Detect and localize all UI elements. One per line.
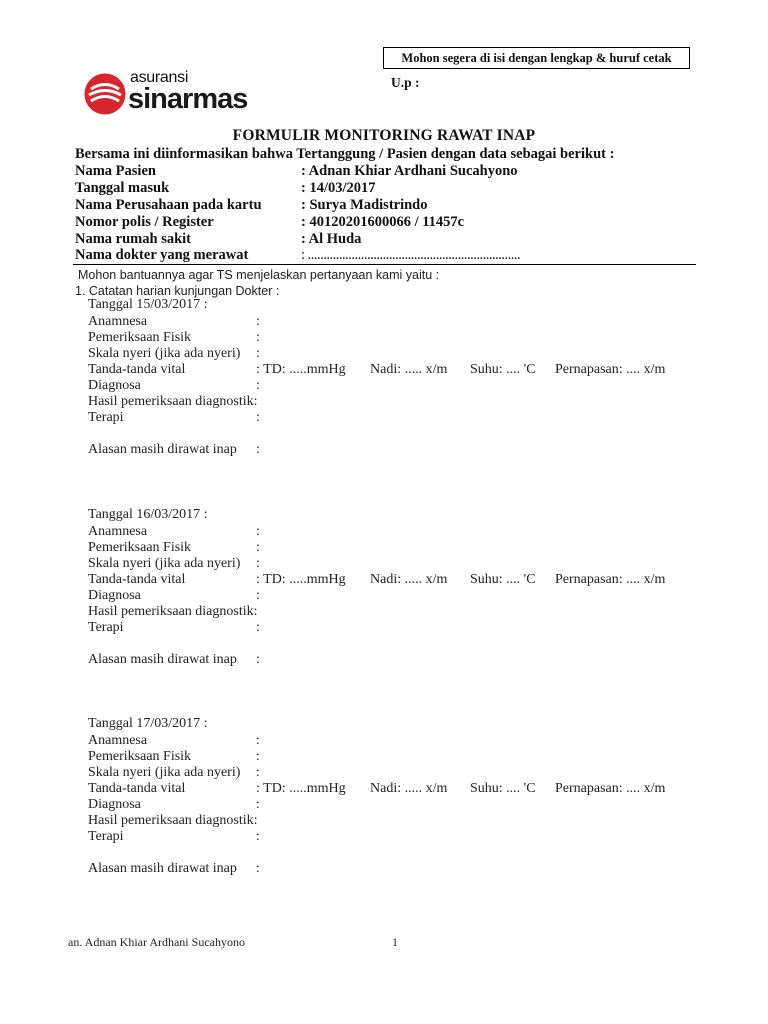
diagnosis-label: Diagnosa: [88, 588, 141, 603]
diagnosis-label: Diagnosa: [88, 378, 141, 393]
reason-inpatient-label: Alasan masih dirawat inap: [88, 442, 237, 457]
field-colon: :: [256, 346, 260, 361]
reason-inpatient-label: Alasan masih dirawat inap: [88, 652, 237, 667]
field-colon: :: [256, 829, 260, 844]
pulse-field: Nadi: ..... x/m: [370, 362, 448, 377]
field-colon: :: [256, 797, 260, 812]
field-colon: :: [256, 442, 260, 457]
field-colon: :: [256, 314, 260, 329]
company-row: [75, 197, 428, 214]
field-value: : ....................................................................: [301, 247, 521, 263]
respiration-field: Pernapasan: .... x/m: [555, 572, 666, 587]
page-number: 1: [392, 935, 398, 949]
form-title: FORMULIR MONITORING RAWAT INAP: [232, 127, 536, 144]
field-value: : Adnan Khiar Ardhani Sucahyono: [301, 163, 518, 179]
visit-date: Tanggal 17/03/2017 :: [88, 716, 208, 731]
pulse-field: Nadi: ..... x/m: [370, 781, 448, 796]
field-colon: :: [256, 765, 260, 780]
field-label: Nama Perusahaan pada kartu: [75, 197, 262, 213]
field-value: : 14/03/2017: [301, 180, 376, 196]
logo-text-small: asuransi: [130, 69, 189, 86]
pulse-field: Nadi: ..... x/m: [370, 572, 448, 587]
visit-date: Tanggal 16/03/2017 :: [88, 507, 208, 522]
anamnesa-label: Anamnesa: [88, 524, 148, 539]
temperature-field: Suhu: .... 'C: [470, 572, 536, 587]
patient-name-row: [75, 163, 518, 180]
blood-pressure-field: : TD: .....mmHg: [256, 362, 346, 377]
field-colon: :: [256, 410, 260, 425]
field-colon: :: [256, 861, 260, 876]
field-colon: :: [256, 588, 260, 603]
diagnostic-results-label: Hasil pemeriksaan diagnostik:: [88, 604, 258, 619]
instruction-notice: Mohon segera di isi dengan lengkap & huruf cetak: [383, 47, 690, 69]
diagnostic-results-label: Hasil pemeriksaan diagnostik:: [88, 813, 258, 828]
blood-pressure-field: : TD: .....mmHg: [256, 572, 346, 587]
visit-date: Tanggal 15/03/2017 :: [88, 297, 208, 312]
field-colon: :: [256, 620, 260, 635]
admission-date-row: [75, 180, 376, 197]
therapy-label: Terapi: [88, 829, 124, 844]
field-label: Nama Pasien: [75, 163, 156, 179]
anamnesa-label: Anamnesa: [88, 733, 148, 748]
diagnostic-results-label: Hasil pemeriksaan diagnostik:: [88, 394, 258, 409]
sinarmas-logo-icon: [83, 72, 127, 116]
policy-row: [75, 214, 465, 231]
temperature-field: Suhu: .... 'C: [470, 362, 536, 377]
temperature-field: Suhu: .... 'C: [470, 781, 536, 796]
pain-scale-label: Skala nyeri (jika ada nyeri): [88, 765, 241, 780]
vital-signs-label: Tanda-tanda vital: [88, 781, 186, 796]
diagnosis-label: Diagnosa: [88, 797, 141, 812]
field-colon: :: [256, 330, 260, 345]
field-label: Nomor polis / Register: [75, 214, 214, 230]
field-value: : Surya Madistrindo: [301, 197, 428, 213]
therapy-label: Terapi: [88, 410, 124, 425]
divider-line: [73, 264, 696, 265]
up-label: U.p :: [391, 75, 420, 90]
intro-text: Bersama ini diinformasikan bahwa Tertanggung / Pasien dengan data sebagai berikut :: [75, 146, 615, 162]
physical-exam-label: Pemeriksaan Fisik: [88, 749, 192, 764]
field-label: Nama rumah sakit: [75, 231, 192, 247]
footer-patient-name: an. Adnan Khiar Ardhani Sucahyono: [68, 935, 245, 949]
physical-exam-label: Pemeriksaan Fisik: [88, 330, 192, 345]
respiration-field: Pernapasan: .... x/m: [555, 362, 666, 377]
field-label: Tanggal masuk: [75, 180, 170, 196]
section-heading: 1. Catatan harian kunjungan Dokter :: [75, 284, 280, 298]
company-logo: [83, 66, 248, 124]
doctor-row: [75, 247, 521, 264]
field-colon: :: [256, 524, 260, 539]
reason-inpatient-label: Alasan masih dirawat inap: [88, 861, 237, 876]
hospital-row: [75, 231, 362, 248]
logo-text-big: sinarmas: [128, 83, 248, 115]
field-colon: :: [256, 652, 260, 667]
therapy-label: Terapi: [88, 620, 124, 635]
pain-scale-label: Skala nyeri (jika ada nyeri): [88, 346, 241, 361]
blood-pressure-field: : TD: .....mmHg: [256, 781, 346, 796]
field-value: : Al Huda: [301, 231, 362, 247]
vital-signs-label: Tanda-tanda vital: [88, 362, 186, 377]
request-text: Mohon bantuannya agar TS menjelaskan pertanyaan kami yaitu :: [78, 268, 440, 282]
field-colon: :: [256, 556, 260, 571]
field-colon: :: [256, 378, 260, 393]
field-label: Nama dokter yang merawat: [75, 247, 249, 263]
field-colon: :: [256, 749, 260, 764]
field-colon: :: [256, 540, 260, 555]
pain-scale-label: Skala nyeri (jika ada nyeri): [88, 556, 241, 571]
field-value: : 40120201600066 / 11457c: [301, 214, 465, 230]
field-colon: :: [256, 733, 260, 748]
physical-exam-label: Pemeriksaan Fisik: [88, 540, 192, 555]
vital-signs-label: Tanda-tanda vital: [88, 572, 186, 587]
respiration-field: Pernapasan: .... x/m: [555, 781, 666, 796]
anamnesa-label: Anamnesa: [88, 314, 148, 329]
